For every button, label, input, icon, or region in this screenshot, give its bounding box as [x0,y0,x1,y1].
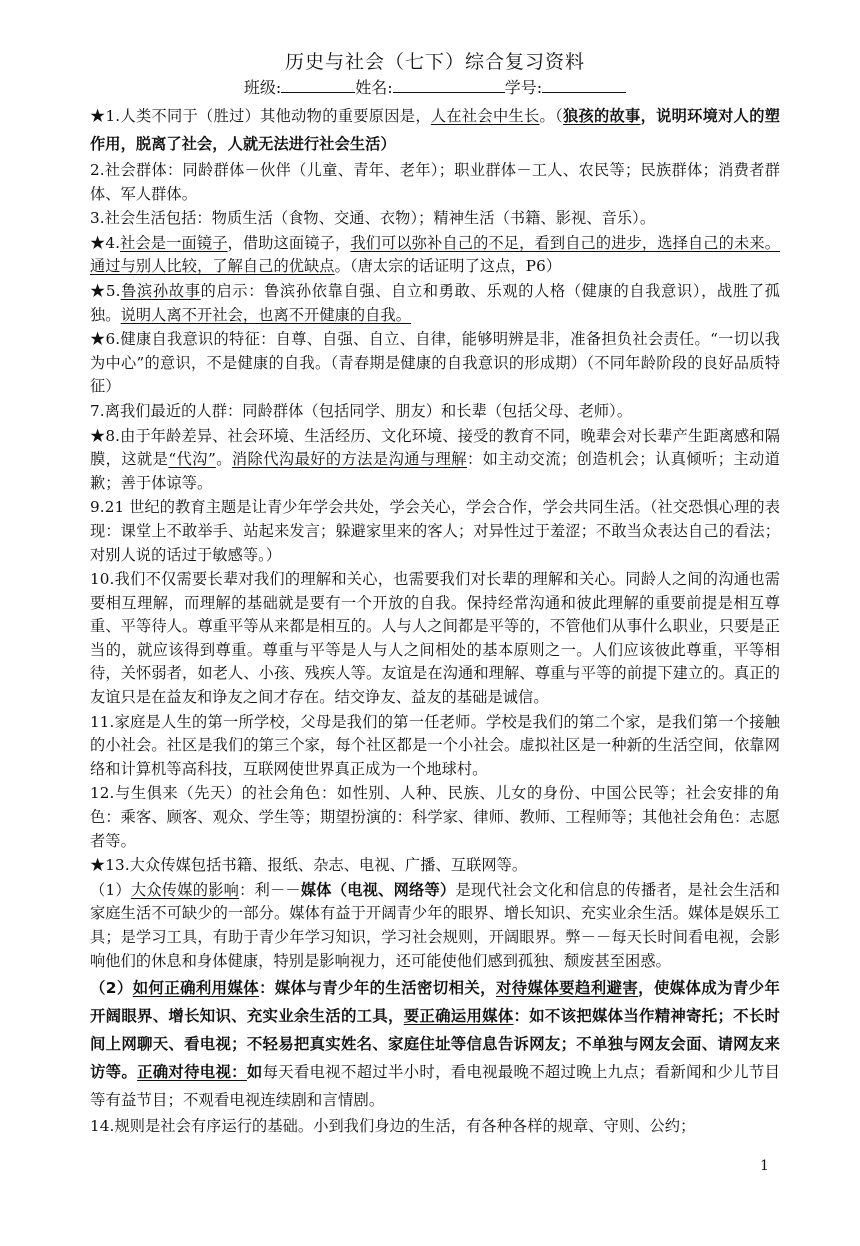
paragraph-1: ★1.人类不同于（胜过）其他动物的重要原因是，人在社会中生长。（狼孩的故事，说明环境对人的塑作用，脱离了社会，人就无法进行社会生活） [90,107,781,153]
paragraph-6: ★6.健康自我意识的特征：自尊、自强、自立、自律，能够明辨是非，准备担负社会责任。“一切以我为中心”的意识，不是健康的自我。（青春期是健康的自我意识的形成期）（不同年龄阶段的良好品质特征） [90,330,780,396]
paragraph-4: ★4.社会是一面镜子，借助这面镜子，我们可以弥补自己的不足，看到自己的进步，选择自己的未来。通过与别人比较，了解自己的优缺点。（唐太宗的话证明了这点，P6） [90,233,780,276]
id-blank[interactable] [542,76,626,93]
document-page [90,48,780,1140]
page-number: 1 [760,1158,769,1174]
paragraph-12: 12.与生俱来（先天）的社会角色：如性别、人种、民族、儿女的身份、中国公民等；社会安排的角色：乘客、顾客、观众、学生等；期望扮演的：科学家、律师、教师、工程师等；其他社会角色：志愿者等。 [90,784,780,850]
page-title: 历史与社会（七下）综合复习资料 [284,51,585,73]
paragraph-3: 3.社会生活包括：物质生活（食物、交通、衣物）；精神生活（书籍、影视、音乐）。 [90,209,656,228]
paragraph-13-1: （1）大众传媒的影响：利－－媒体（电视、网络等）是现代社会文化和信息的传播者，是社会生活和家庭生活不可缺少的一部分。媒体有益于开阔青少年的眼界、增长知识、充实业余生活。媒体是娱乐工具；是学习工具，有助于青少年学习知识，学习社会规则，开阔眼界。弊－－每天长时间看电视，会影响他们的休息和身体健康，特别是影响视力，还可能使他们感到孤独、颓废甚至困惑。 [90,880,781,970]
name-label: 姓名: [355,78,393,97]
name-blank[interactable] [393,76,505,93]
student-info-line [90,76,780,100]
paragraph-13: ★13.大众传媒包括书籍、报纸、杂志、电视、广播、互联网等。 [90,856,528,875]
class-blank[interactable] [281,76,355,93]
paragraph-9: 9.21 世纪的教育主题是让青少年学会共处，学会关心，学会合作，学会共同生活。（社交恐惧心理的表现：课堂上不敢举手、站起来发言；躲避家里来的客人；对异性过于羞涩；不敢当众表达自己的看法；对别人说的话过于敏感等。） [90,498,780,564]
class-label: 班级: [243,78,282,97]
paragraph-11: 11.家庭是人生的第一所学校，父母是我们的第一任老师。学校是我们的第二个家，是我们第一个接触的小社会。社区是我们的第三个家，每个社区都是一个小社会。虚拟社区是一种新的生活空间，依靠网络和计算机等高科技，互联网使世界真正成为一个地球村。 [90,712,780,778]
paragraph-7: 7.离我们最近的人群：同龄群体（包括同学、朋友）和长辈（包括父母、老师）。 [90,401,633,420]
paragraph-13-2: （2）如何正确利用媒体：媒体与青少年的生活密切相关，对待媒体要趋利避害，使媒体成为青少年开阔眼界、增长知识、充实业余生活的工具，要正确运用媒体：如不该把媒体当作精神寄托；不长时间上网聊天、看电视；不轻易把真实姓名、家庭住址等信息告诉网友；不单独与网友会面、请网友来访等。正确对待电视：如每天看电视不超过半小时，看电视最晚不超过晚上九点；看新闻和少儿节目等有益节目；不观看电视连续剧和言情剧。 [90,979,780,1110]
paragraph-10: 10.我们不仅需要长辈对我们的理解和关心，也需要我们对长辈的理解和关心。同龄人之间的沟通也需要相互理解，而理解的基础就是要有一个开放的自我。保持经常沟通和彼此理解的重要前提是相互尊重、平等待人。尊重平等从来都是相互的。人与人之间都是平等的，不管他们从事什么职业，只要是正当的，就应该得到尊重。尊重与平等是人与人之间相处的基本原则之一。人们应该彼此尊重，平等相待，关怀弱者，如老人、小孩、残疾人等。友谊是在沟通和理解、尊重与平等的前提下建立的。真正的友谊只是在益友和诤友之间才存在。结交诤友、益友的基础是诚信。 [90,570,780,707]
id-label: 学号: [504,78,543,97]
paragraph-8: ★8.由于年龄差异、社会环境、生活经历、文化环境、接受的教育不同，晚辈会对长辈产生距离感和隔膜，这就是“代沟”。消除代沟最好的方法是沟通与理解：如主动交流；创造机会；认真倾听；主动道歉；善于体谅等。 [90,426,781,492]
paragraph-5: ★5.鲁滨孙故事的启示：鲁滨孙依靠自强、自立和勇敢、乐观的人格（健康的自我意识），战胜了孤独。说明人离不开社会，也离不开健康的自我。 [90,281,780,324]
paragraph-14: 14.规则是社会有序运行的基础。小到我们身边的生活，有各种各样的规章、守则、公约； [90,1117,696,1136]
paragraph-2: 2.社会群体：同龄群体－伙伴（儿童、青年、老年）；职业群体－工人、农民等；民族群体；消费者群体、军人群体。 [90,161,780,203]
